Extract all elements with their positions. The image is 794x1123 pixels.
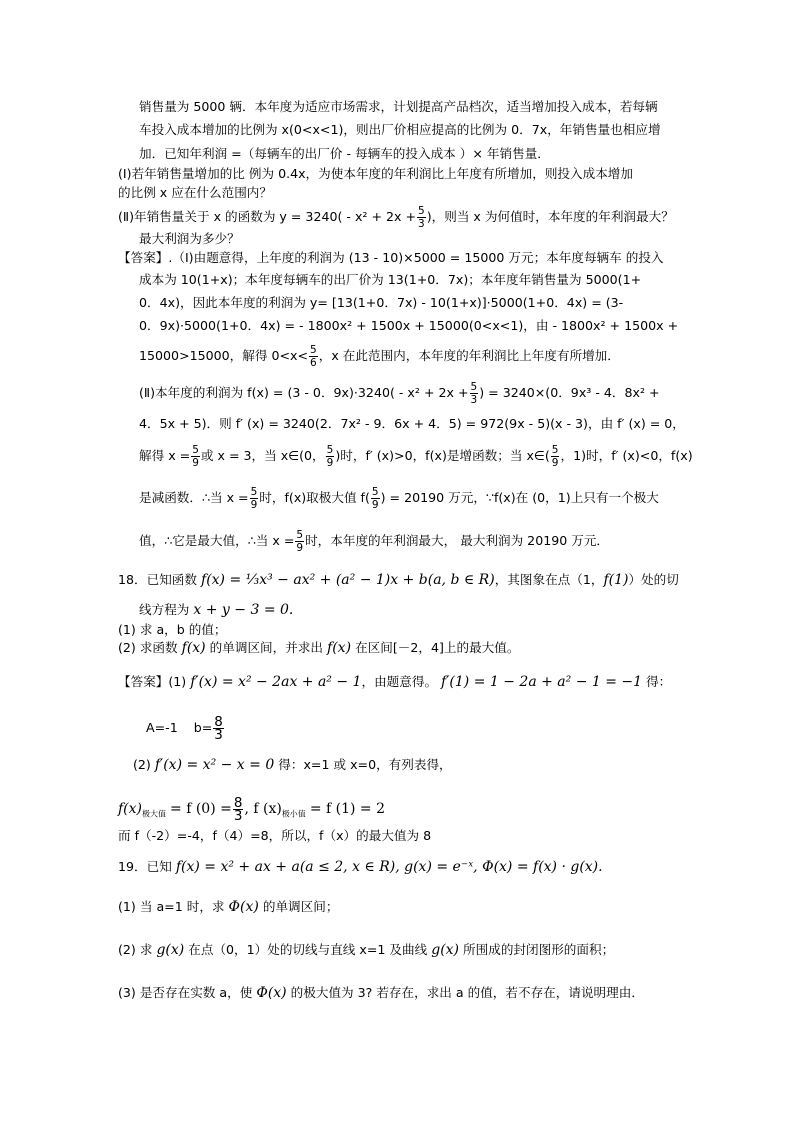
p19-question-1: (1) 当 a=1 时，求 Φ(x) 的单调区间； bbox=[118, 899, 339, 915]
p18-statement-line-2: 线方程为 x + y − 3 = 0. bbox=[139, 602, 294, 618]
p17-answer-line-4: 0．9x)·5000(1+0．4x) = - 1800x² + 1500x + 15000(0<x<1)，由 - 1800x² + 1500x + bbox=[139, 318, 679, 333]
p17-answer-line-3: 0．4x)，因此本年度的利润为 y= [13(1+0．7x) - 10(1+x)]·5000(1+0．4x) = (3- bbox=[139, 295, 624, 310]
p18-function-formula: f(x) = ⅓x³ − ax² + (a² − 1)x + b(a, b ∈ R) bbox=[201, 572, 495, 588]
p18-answer-line-4: $f(x)_{极大值} = f$ (0) = $\frac{8}{3}$ , f $(x)_{极小值} = f$ (1) = 2 bbox=[118, 795, 386, 824]
p18-question-1: (1) 求 a，b 的值； bbox=[118, 622, 227, 637]
p17-line-1: 销售量为 5000 辆．本年度为适应市场需求，计划提高产品档次，适当增加投入成本，若每辆 bbox=[139, 99, 658, 114]
p19-statement: 19．已知 f(x) = x² + ax + a(a ≤ 2, x ∈ R), g(x) = e⁻ˣ, Φ(x) = f(x) · g(x). bbox=[118, 859, 603, 875]
p17-answer-line-2: 成本为 10(1+x)；本年度每辆车的出厂价为 13(1+0．7x)；本年度年销售量为 5000(1+ bbox=[139, 272, 642, 287]
p19-question-2: (2) 求 g(x) 在点（0，1）处的切线与直线 x=1 及曲线 g(x) 所围成的封闭图形的面积； bbox=[118, 942, 615, 958]
p18-answer-line-2: A=-1 b= $\frac{8}{3}$ bbox=[146, 714, 223, 743]
p17-line-2: 车投入成本增加的比例为 x(0<x<1)，则出厂价相应提高的比例为 0．7x，年销售量也相应增 bbox=[139, 122, 661, 137]
p19-question-3: (3) 是否存在实数 a，使 Φ(x) 的极大值为 3? 若存在，求出 a 的值，若不存在，请说明理由． bbox=[118, 985, 644, 1001]
p17-answer-part2-line-2: 4．5x + 5)．则 f′ (x) = 3240(2．7x² - 9．6x + 4．5) = 972(9x - 5)(x - 3)，由 f′ (x) = 0， bbox=[139, 416, 685, 431]
p17-part1-question: (Ⅰ)若年销售量增加的比 例为 0.4x，为使本年度的年利润比上年度有所增加，则投入成本增加 bbox=[118, 166, 633, 181]
p18-answer-line-3: (2) f′(x) = x² − x = 0 得：x=1 或 x=0，有列表得， bbox=[133, 757, 452, 773]
p17-answer-part2-line-5: 值，∴它是最大值，∴当 x = $\frac{5}{9}$ 时，本年度的年利润最大， 最大利润为 20190 万元． bbox=[139, 529, 610, 554]
p17-line-3: 加．已知年利润 =（每辆车的出厂价 - 每辆车的投入成本 ）× 年销售量． bbox=[139, 146, 550, 161]
p18-statement-line-1: 18．已知函数 f(x) = ⅓x³ − ax² + (a² − 1)x + b(a, b ∈ R)，其图象在点（1，f(1)）处的切 bbox=[118, 572, 679, 588]
p18-answer-line-5: 而 f（-2）=-4，f（4）=8，所以，f（x）的最大值为 8 bbox=[118, 828, 432, 843]
p17-part2-question: (Ⅱ)年销售量关于 x 的函数为 y = 3240( - x² + 2x + $\frac{5}{3}$ )，则当 x 为何值时，本年度的年利润最大？ bbox=[118, 205, 674, 230]
p17-part2-question-cont: 最大利润为多少？ bbox=[139, 231, 240, 246]
p18-question-2: (2) 求函数 f(x) 的单调区间，并求出 f(x) 在区间[－2，4]上的最大值。 bbox=[118, 640, 520, 656]
p17-answer-part2-line-1: (Ⅱ)本年度的利润为 f(x) = (3 - 0．9x)·3240( - x² + 2x + $\frac{5}{3}$ ) = 3240×(0．9x³ - 4．8x² + bbox=[139, 381, 660, 406]
p17-part1-question-cont: 的比例 x 应在什么范围内？ bbox=[118, 185, 272, 200]
p17-answer-part2-line-3: 解得 x = $\frac{5}{9}$ 或 x = 3，当 x∈(0， $\frac{5}{9}$ )时，f′ (x)>0，f(x)是增函数；当 x∈( $\frac{5}{9}$ ，1)时，f′ (x)<0，f(x) bbox=[139, 444, 693, 469]
p17-answer-line-1: 【答案】.（Ⅰ)由题意得，上年度的利润为 (13 - 10)×5000 = 15000 万元；本年度每辆车 的投入 bbox=[118, 250, 664, 265]
p17-answer-part2-line-4: 是减函数．∴当 x = $\frac{5}{9}$ 时，f(x)取极大值 f( $\frac{5}{9}$ ) = 20190 万元，∵f(x)在 (0，1)上只有一个极大 bbox=[139, 486, 659, 511]
p18-answer-line-1: 【答案】(1) f′(x) = x² − 2ax + a² − 1，由题意得。 f′(1) = 1 − 2a + a² − 1 = −1 得： bbox=[118, 674, 672, 690]
p19-function-formula: f(x) = x² + ax + a(a ≤ 2, x ∈ R), g(x) = e⁻ˣ, Φ(x) = f(x) · g(x). bbox=[175, 859, 603, 875]
p17-answer-line-5: 15000>15000，解得 0<x< $\frac{5}{6}$ ，x 在此范围内，本年度的年利润比上年度有所增加． bbox=[139, 344, 620, 369]
